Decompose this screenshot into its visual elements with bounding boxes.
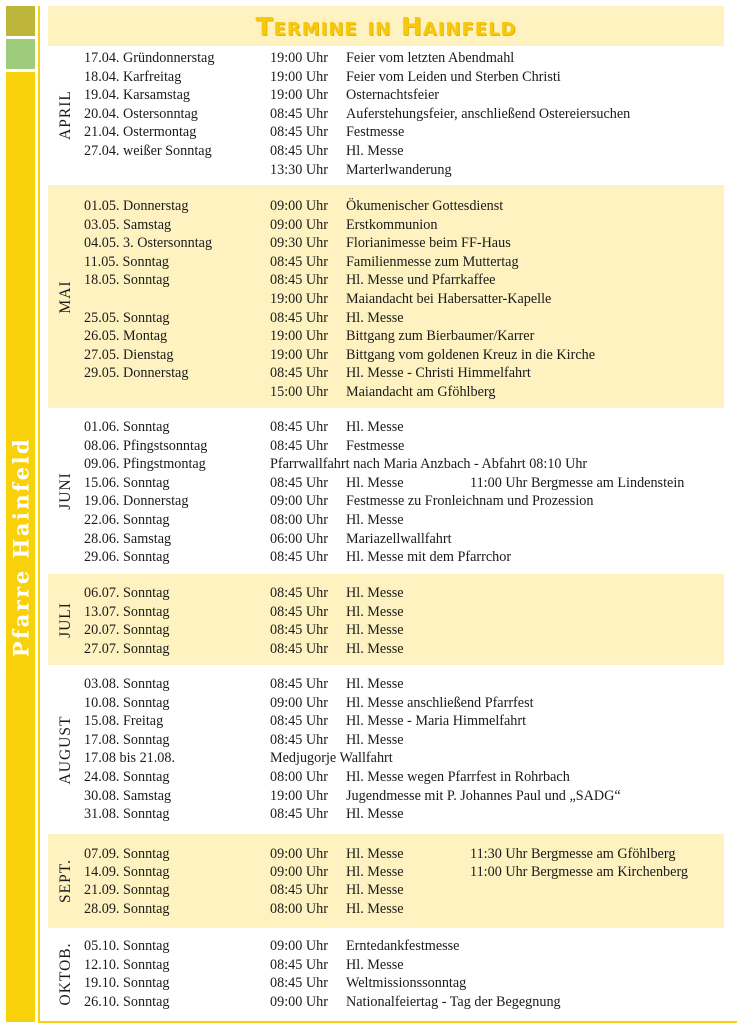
event-row [48,68,724,87]
event-row [48,974,724,993]
event-row [48,492,724,511]
event-time: 15:00 Uhr [270,384,328,400]
event-row [48,197,724,216]
event-row [48,694,724,713]
event-time: 19:00 Uhr [270,291,328,307]
event-time: 08:45 Uhr [270,124,328,141]
event-time: 08:45 Uhr [270,713,328,730]
event-row [48,383,724,402]
page-title: Termine in Hainfeld [255,11,517,41]
event-date: 18.04. Karfreitag [84,68,182,85]
event-title: Auferstehungsfeier, anschließend Ostereiersuchen [346,105,631,122]
event-time: 08:45 Uhr [270,419,328,435]
event-row [48,787,724,806]
event-date: 14.09. Sonntag [84,864,170,881]
event-title: Hl. Messe - Christi Himmelfahrt [346,365,531,382]
event-title: Hl. Messe [346,143,404,159]
event-row [48,216,724,235]
event-time: 09:00 Uhr [270,938,328,954]
event-row [48,271,724,290]
event-row [48,161,724,180]
event-row [48,805,724,824]
event-row [48,123,724,142]
event-date: 07.09. Sonntag [84,846,170,862]
event-time: 09:00 Uhr [270,198,328,214]
event-time: 08:45 Uhr [270,975,328,992]
event-title: Bittgang zum Bierbaumer/Karrer [346,328,535,345]
sidebar [6,72,35,1022]
event-title: Ökumenischer Gottesdienst [346,198,504,214]
divider-bottom [38,1021,737,1023]
event-time: 09:00 Uhr [270,694,328,711]
event-title: Florianimesse beim FF-Haus [346,235,511,252]
event-extra: 11:00 Uhr Bergmesse am Kirchenberg [470,864,689,881]
event-date: 20.07. Sonntag [84,622,170,639]
event-title: Hl. Messe [346,846,404,862]
event-row [48,327,724,346]
event-date: 29.06. Sonntag [84,549,170,566]
sidebar-label: Pfarre Hainfeld [8,436,33,658]
event-title: Hl. Messe [346,806,404,823]
event-row [48,548,724,567]
color-square-olive [6,6,35,36]
event-date: 21.09. Sonntag [84,882,170,899]
event-row [48,290,724,309]
month-section [48,931,724,1017]
event-row [48,863,724,882]
event-date: 26.10. Sonntag [84,993,170,1010]
event-date: 27.04. weißer Sonntag [84,143,212,159]
event-title: Maiandacht bei Habersatter-Kapelle [346,291,552,307]
month-section [48,574,724,665]
event-row [48,937,724,956]
month-label-text: JULI [57,601,74,638]
event-time: 08:45 Uhr [270,731,328,748]
event-time: 19:00 Uhr [270,87,328,104]
event-time: 08:45 Uhr [270,882,328,899]
event-title: Maiandacht am Gföhlberg [346,384,496,400]
event-date: 24.08. Sonntag [84,769,170,785]
event-time: 08:45 Uhr [270,956,328,973]
event-row [48,309,724,328]
event-row [48,530,724,549]
event-title: Hl. Messe [346,603,404,620]
event-date: 19.04. Karsamstag [84,87,190,104]
event-row [48,437,724,456]
event-date: 22.06. Sonntag [84,512,170,528]
event-date: 15.08. Freitag [84,713,164,730]
event-row [48,956,724,975]
event-title: Jugendmesse mit P. Johannes Paul und „SADG“ [346,787,621,804]
event-time: 08:45 Uhr [270,474,328,491]
event-title: Hl. Messe [346,900,404,917]
event-extra: 11:30 Uhr Bergmesse am Gföhlberg [470,846,676,862]
event-row [48,49,724,68]
event-time: 19:00 Uhr [270,68,328,85]
event-title: Osternachtsfeier [346,87,439,104]
event-time: 08:45 Uhr [270,806,328,823]
event-title: Hl. Messe [346,731,404,748]
event-date: 05.10. Sonntag [84,938,170,954]
event-date: 17.08 bis 21.08. [84,750,176,767]
month-label-text: OKTOB. [57,942,74,1006]
event-title: Festmesse [346,437,405,454]
event-time: 13:30 Uhr [270,161,328,178]
event-row [48,731,724,750]
event-time: 09:00 Uhr [270,493,328,510]
event-time: 06:00 Uhr [270,530,328,547]
month-label-text: AUGUST [57,715,74,784]
event-title: Hl. Messe [346,474,404,491]
event-title: Bittgang vom goldenen Kreuz in die Kirche [346,346,596,363]
event-time: Pfarrwallfahrt nach Maria Anzbach - Abfahrt 08:10 Uhr [270,456,588,473]
event-date: 17.08. Sonntag [84,731,170,748]
event-title: Hl. Messe anschließend Pfarrfest [346,694,534,711]
event-time: 08:45 Uhr [270,585,328,601]
month-label-text: APRIL [57,89,74,140]
event-title: Festmesse [346,124,405,141]
event-row [48,675,724,694]
event-date: 31.08. Sonntag [84,806,170,823]
event-title: Feier vom Leiden und Sterben Christi [346,68,561,85]
event-date: 01.06. Sonntag [84,419,170,435]
event-time: Medjugorje Wallfahrt [270,750,393,767]
event-row [48,749,724,768]
event-title: Nationalfeiertag - Tag der Begegnung [346,993,561,1010]
event-row [48,418,724,437]
month-section [48,185,724,408]
event-time: 19:00 Uhr [270,328,328,345]
event-title: Feier vom letzten Abendmahl [346,50,515,66]
event-title: Hl. Messe [346,956,404,973]
event-title: Festmesse zu Fronleichnam und Prozession [346,493,594,510]
event-date: 28.09. Sonntag [84,900,170,917]
event-title: Hl. Messe [346,676,404,692]
month-label-text: SEPT. [57,859,74,903]
event-row [48,603,724,622]
event-row [48,142,724,161]
event-row [48,881,724,900]
month-section [48,668,724,831]
event-date: 21.04. Ostermontag [84,124,197,141]
event-row [48,474,724,493]
event-title: Erntedankfestmesse [346,938,460,954]
event-row [48,234,724,253]
event-row [48,712,724,731]
event-title: Hl. Messe [346,585,404,601]
event-date: 09.06. Pfingstmontag [84,456,206,473]
event-time: 19:00 Uhr [270,787,328,804]
event-time: 08:45 Uhr [270,549,328,566]
event-date: 15.06. Sonntag [84,474,170,491]
event-date: 03.05. Samstag [84,216,172,233]
event-title: Hl. Messe [346,640,404,657]
event-title: Hl. Messe [346,622,404,639]
month-section [48,834,724,928]
event-title: Hl. Messe - Maria Himmelfahrt [346,713,527,730]
event-date: 08.06. Pfingstsonntag [84,437,208,454]
month-label-text: MAI [57,279,74,314]
event-date: 10.08. Sonntag [84,694,170,711]
event-date: 01.05. Donnerstag [84,198,189,214]
event-time: 08:00 Uhr [270,900,328,917]
event-time: 09:00 Uhr [270,216,328,233]
event-time: 08:45 Uhr [270,253,328,270]
event-row [48,455,724,474]
event-title: Hl. Messe mit dem Pfarrchor [346,549,512,566]
event-date: 04.05. 3. Ostersonntag [84,235,213,252]
event-time: 08:45 Uhr [270,143,328,159]
event-title: Hl. Messe [346,864,404,881]
color-square-green [6,39,35,69]
event-row [48,640,724,659]
event-date: 30.08. Samstag [84,787,172,804]
event-row [48,845,724,864]
event-row [48,768,724,787]
event-title: Weltmissionssonntag [346,975,467,992]
event-row [48,584,724,603]
event-time: 08:00 Uhr [270,769,328,785]
month-label-text: JUNI [57,472,74,510]
event-date: 12.10. Sonntag [84,956,170,973]
event-row [48,900,724,919]
event-date: 26.05. Montag [84,328,168,345]
event-row [48,346,724,365]
page-header [48,6,724,46]
divider-vertical [38,6,40,1023]
event-title: Erstkommunion [346,216,438,233]
event-time: 08:45 Uhr [270,437,328,454]
event-date: 28.06. Samstag [84,530,172,547]
event-time: 08:45 Uhr [270,272,328,289]
event-title: Hl. Messe [346,419,404,435]
event-title: Hl. Messe wegen Pfarrfest in Rohrbach [346,769,570,785]
event-title: Mariazellwallfahrt [346,530,452,547]
event-row [48,511,724,530]
month-section [48,411,724,571]
event-title: Hl. Messe [346,512,404,528]
event-extra: 11:00 Uhr Bergmesse am Lindenstein [470,474,685,491]
event-time: 09:30 Uhr [270,235,328,252]
event-row [48,86,724,105]
event-title: Hl. Messe und Pfarrkaffee [346,272,496,289]
event-date: 03.08. Sonntag [84,676,170,692]
event-time: 08:45 Uhr [270,622,328,639]
event-row [48,364,724,383]
event-time: 19:00 Uhr [270,346,328,363]
event-date: 27.05. Dienstag [84,346,174,363]
event-row [48,993,724,1012]
event-time: 19:00 Uhr [270,50,328,66]
event-date: 13.07. Sonntag [84,603,170,620]
event-date: 06.07. Sonntag [84,585,170,601]
event-time: 09:00 Uhr [270,993,328,1010]
event-row [48,253,724,272]
event-date: 25.05. Sonntag [84,309,170,326]
event-date: 17.04. Gründonnerstag [84,50,215,66]
event-date: 29.05. Donnerstag [84,365,189,382]
event-date: 20.04. Ostersonntag [84,105,198,122]
event-time: 08:45 Uhr [270,603,328,620]
event-row [48,105,724,124]
event-time: 08:45 Uhr [270,309,328,326]
event-title: Marterlwanderung [346,161,452,178]
event-date: 19.06. Donnerstag [84,493,189,510]
event-time: 09:00 Uhr [270,864,328,881]
event-date: 18.05. Sonntag [84,272,170,289]
event-time: 08:45 Uhr [270,365,328,382]
event-title: Hl. Messe [346,882,404,899]
event-date: 27.07. Sonntag [84,640,170,657]
event-time: 09:00 Uhr [270,846,328,862]
event-time: 08:00 Uhr [270,512,328,528]
event-time: 08:45 Uhr [270,676,328,692]
event-date: 11.05. Sonntag [84,253,169,270]
event-time: 08:45 Uhr [270,640,328,657]
event-time: 08:45 Uhr [270,105,328,122]
event-date: 19.10. Sonntag [84,975,170,992]
event-title: Familienmesse zum Muttertag [346,253,519,270]
month-section [48,47,724,182]
event-title: Hl. Messe [346,309,404,326]
event-row [48,621,724,640]
